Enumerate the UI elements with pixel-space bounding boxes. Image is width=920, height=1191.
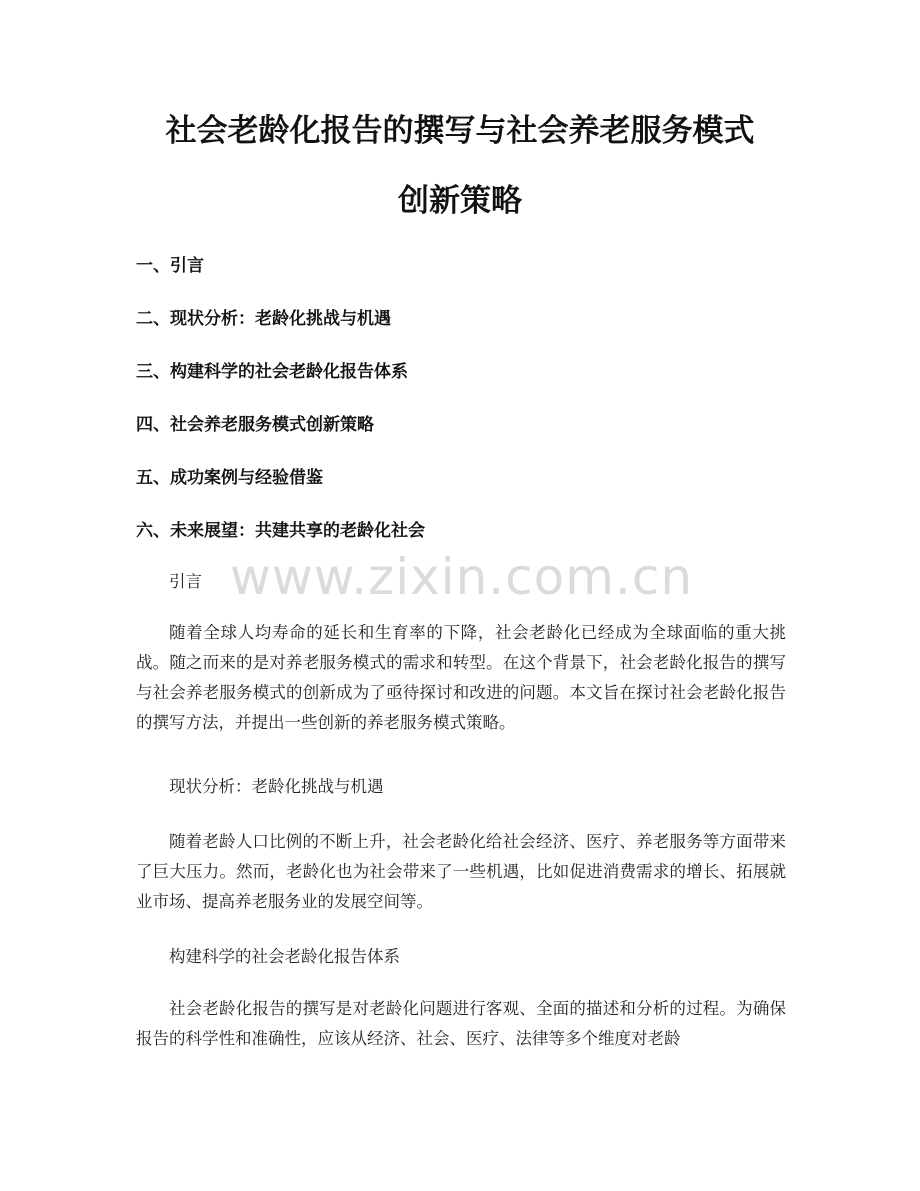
document-title (120, 96, 800, 236)
section-introduction (136, 567, 786, 597)
toc-item: 四、社会养老服务模式创新策略 (136, 415, 374, 435)
toc-item: 六、未来展望：共建共享的老龄化社会 (136, 521, 425, 541)
section-status-analysis (136, 772, 786, 802)
title-line-1: 社会老龄化报告的撰写与社会养老服务模式 (165, 113, 755, 149)
section-paragraph: 随着全球人均寿命的延长和生育率的下降，社会老龄化已经成为全球面临的重大挑战。随之而来的是对养老服务模式的需求和转型。在这个背景下，社会老龄化报告的撰写与社会养老服务模式的创新成为了亟待探讨和改进的问题。本文旨在探讨社会老龄化报告的撰写方法，并提出一些创新的养老服务模式策略。 (136, 623, 786, 732)
table-of-contents (136, 248, 796, 566)
toc-item: 五、成功案例与经验借鉴 (136, 468, 323, 488)
section-heading: 引言 (169, 572, 202, 591)
section-report-system-body (136, 994, 786, 1054)
section-introduction-body (136, 618, 786, 738)
toc-item: 二、现状分析：老龄化挑战与机遇 (136, 309, 391, 329)
section-heading: 现状分析：老龄化挑战与机遇 (169, 777, 384, 796)
toc-item: 三、构建科学的社会老龄化报告体系 (136, 362, 408, 382)
section-report-system (136, 942, 786, 972)
toc-item: 一、引言 (136, 256, 204, 276)
title-line-2: 创新策略 (398, 183, 522, 219)
section-paragraph: 社会老龄化报告的撰写是对老龄化问题进行客观、全面的描述和分析的过程。为确保报告的科学性和准确性，应该从经济、社会、医疗、法律等多个维度对老龄 (136, 999, 786, 1048)
watermark: www.zixin.com.cn (230, 548, 694, 606)
section-paragraph: 随着老龄人口比例的不断上升，社会老龄化给社会经济、医疗、养老服务等方面带来了巨大压力。然而，老龄化也为社会带来了一些机遇，比如促进消费需求的增长、拓展就业市场、提高养老服务业的发展空间等。 (136, 832, 786, 911)
section-status-analysis-body (136, 827, 786, 917)
section-heading: 构建科学的社会老龄化报告体系 (169, 947, 400, 966)
